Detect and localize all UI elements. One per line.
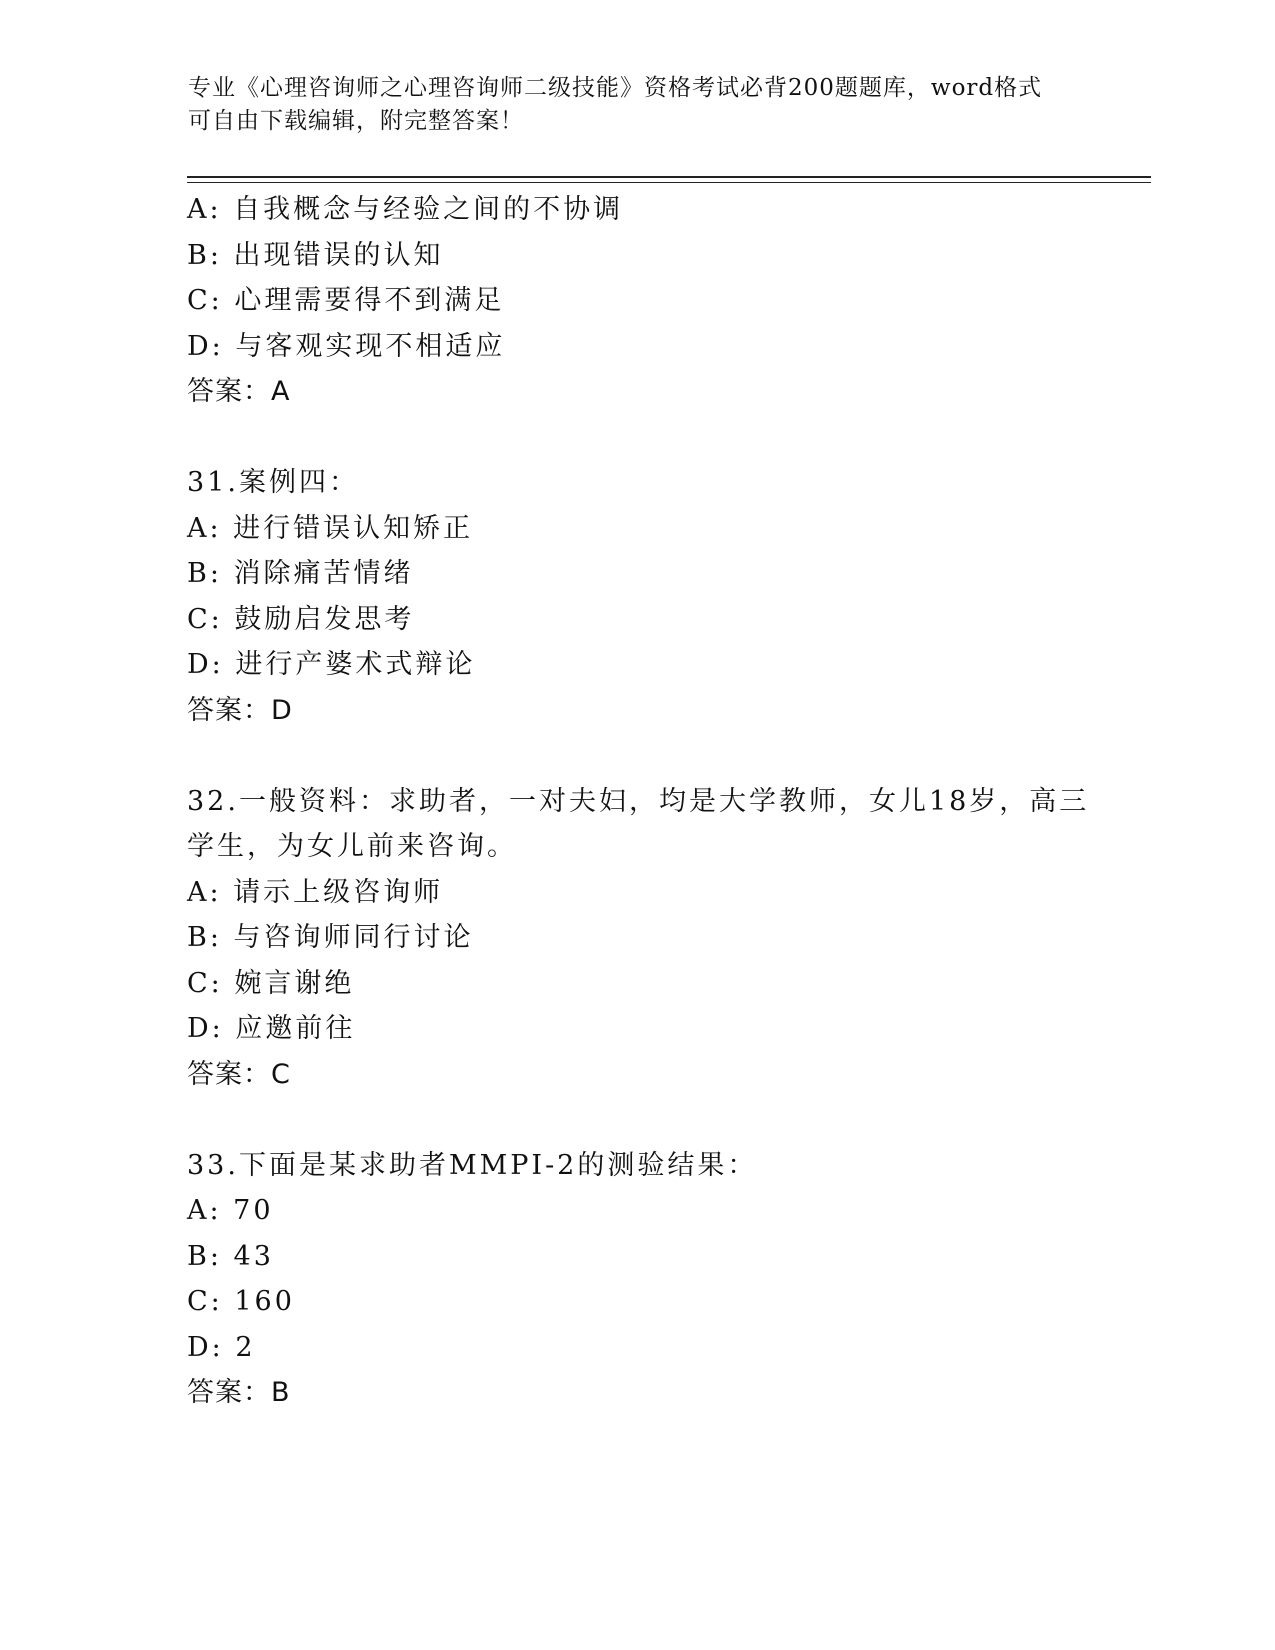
header-line-1: 专业《心理咨询师之心理咨询师二级技能》资格考试必背200题题库，word格式 [188, 75, 1043, 101]
block-spacer [187, 1097, 1087, 1143]
question-block [187, 779, 1090, 1098]
option-c: C: 心理需要得不到满足 [187, 285, 505, 316]
block-spacer [187, 733, 1087, 779]
option-b: B: 出现错误的认知 [187, 239, 444, 271]
question-list [187, 187, 1090, 1416]
document-header [188, 72, 1068, 138]
answer-line: 答案：C [187, 1058, 291, 1090]
header-line-2: 可自由下载编辑，附完整答案！ [188, 108, 524, 134]
option-b: B: 43 [187, 1240, 274, 1272]
option-d: D: 应邀前往 [187, 1013, 356, 1044]
question-block [187, 1143, 1087, 1416]
option-b: B: 消除痛苦情绪 [187, 558, 414, 589]
question-text-line-1: 32.一般资料：求助者，一对夫妇，均是大学教师，女儿18岁，高三 [187, 785, 1090, 817]
header-divider-thick [187, 176, 1151, 178]
option-b: B: 与咨询师同行讨论 [187, 922, 474, 953]
answer-line: 答案：D [187, 694, 293, 726]
option-a: A: 自我概念与经验之间的不协调 [187, 194, 624, 225]
option-d: D: 与客观实现不相适应 [187, 330, 506, 362]
question-block [187, 187, 1087, 415]
option-d: D: 进行产婆术式辩论 [187, 649, 476, 680]
option-a: A: 请示上级咨询师 [187, 876, 444, 908]
option-a: A: 进行错误认知矫正 [187, 512, 474, 544]
option-d: D: 2 [187, 1331, 256, 1363]
block-spacer [187, 415, 1087, 461]
question-text: 31.案例四： [187, 467, 359, 498]
header-divider-thin [187, 182, 1151, 183]
option-a: A: 70 [187, 1195, 274, 1226]
answer-line: 答案：A [187, 376, 291, 407]
option-c: C: 160 [187, 1286, 295, 1317]
option-c: C: 鼓励启发思考 [187, 603, 415, 635]
question-text: 33.下面是某求助者MMPI-2的测验结果： [187, 1149, 758, 1181]
question-block [187, 460, 1087, 733]
question-text-line-2: 学生，为女儿前来咨询。 [187, 831, 517, 862]
answer-line: 答案：B [187, 1377, 291, 1408]
option-c: C: 婉言谢绝 [187, 967, 355, 999]
